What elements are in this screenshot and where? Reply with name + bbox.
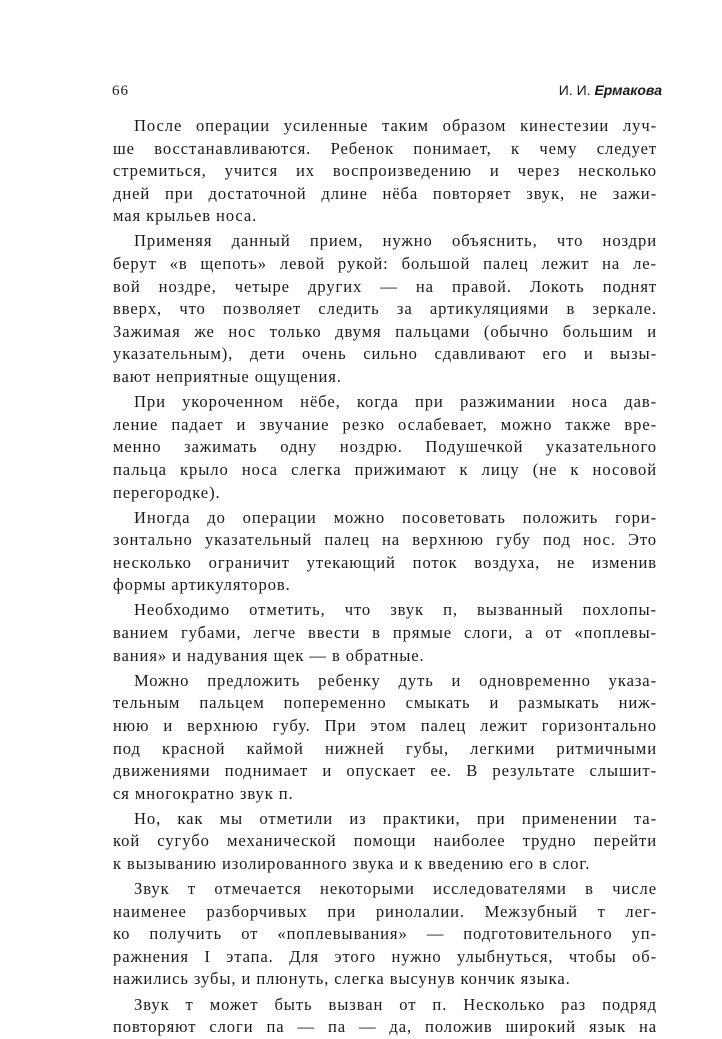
text-line: несколько ограничит утекающий поток воздуха, не изменив — [113, 552, 657, 572]
text-line: к вызыванию изолированного звука и к введению его в слог. — [113, 854, 591, 873]
text-line: зонтально указательный палец на верхнюю губу под нос. Это — [113, 530, 657, 550]
paragraph — [113, 507, 657, 597]
text-line: ся многократно звук п. — [113, 783, 294, 803]
text-line: указательным), дети очень сильно сдавливают его и вызы- — [113, 344, 657, 364]
text-line: нюю и верхнюю губу. При этом палец лежит горизонтально — [113, 715, 657, 735]
text-line: пальца крыло носа слегка прижимают к лицу (не к носовой — [113, 459, 657, 479]
text-line: Применяя данный прием, нужно объяснить, что ноздри — [134, 231, 657, 251]
text-line: вой ноздре, четыре других — на правой. Локоть поднят — [113, 276, 657, 296]
text-line: Звук т может быть вызван от п. Несколько раз подряд — [134, 994, 657, 1014]
text-line: ление падает и звучание резко ослабевает, можно также вре- — [113, 414, 657, 434]
text-line: При укороченном нёбе, когда при разжимании носа дав- — [134, 392, 657, 412]
text-line: вают неприятные ощущения. — [113, 367, 342, 387]
text-line: мая крыльев носа. — [113, 206, 258, 226]
paragraph — [113, 599, 657, 667]
text-line: Но, как мы отметили из практики, при применении та- — [134, 808, 657, 828]
text-line: дней при достаточной длине нёба повторяет звук, не зажи- — [113, 183, 657, 203]
paragraph — [113, 115, 657, 228]
text-line: Звук т отмечается некоторыми исследователями в числе — [134, 879, 657, 899]
text-line: вверх, что позволяет следить за артикуляциями в зеркале. — [113, 299, 657, 319]
text-line: Необходимо отметить, что звук п, вызванный похлопы- — [134, 600, 657, 620]
page-number: 66 — [112, 83, 129, 99]
text-line: ше восстанавливаются. Ребенок понимает, к чему следует — [113, 138, 657, 158]
text-line: кой сугубо механической помощи наиболее трудно перейти — [113, 831, 657, 851]
text-line: наименее разборчивых при ринолалии. Межзубный т лег- — [113, 901, 657, 921]
text-line: менно зажимать одну ноздрю. Подушечкой указательного — [113, 437, 657, 457]
text-line: перегородке). — [113, 482, 221, 502]
paragraph — [113, 994, 657, 1039]
paragraph — [113, 878, 657, 991]
author-surname: Ермакова — [594, 82, 662, 98]
text-line: повторяют слоги па — па — да, положив широкий язык на — [113, 1017, 657, 1037]
text-line: вания» и надувания щек — в обратные. — [113, 645, 425, 665]
text-line: ванием губами, легче ввести в прямые слоги, а от «поплевы- — [113, 623, 657, 643]
paragraph — [113, 230, 657, 388]
text-line: формы артикуляторов. — [113, 575, 291, 595]
body-text — [113, 115, 657, 1039]
text-line: После операции усиленные таким образом кинестезии луч- — [134, 116, 657, 135]
text-line: Зажимая же нос только двумя пальцами (обычно большим и — [113, 321, 657, 341]
text-line: стремиться, учится их воспроизведению и через несколько — [113, 161, 657, 181]
author-initials: И. И. — [558, 82, 595, 98]
text-line: тельным пальцем попеременно смыкать и размыкать ниж- — [113, 693, 657, 713]
paragraph — [113, 670, 657, 806]
paragraph — [113, 808, 657, 876]
text-line: ко получить от «поплевывания» — подготовительного уп- — [113, 924, 657, 944]
paragraph — [113, 391, 657, 504]
text-line: ражнения I этапа. Для этого нужно улыбнуться, чтобы об- — [113, 946, 657, 966]
running-head — [559, 82, 662, 98]
text-line: Иногда до операции можно посоветовать положить гори- — [134, 507, 657, 527]
text-line: под красной каймой нижней губы, легкими ритмичными — [113, 738, 657, 758]
text-line: нажились зубы, и плюнуть, слегка высунув кончик языка. — [113, 969, 571, 989]
text-line: движениями поднимает и опускает ее. В результате слышит- — [113, 761, 657, 781]
text-line: берут «в щепоть» левой рукой: большой палец лежит на ле- — [113, 254, 657, 274]
text-line: Можно предложить ребенку дуть и одновременно указа- — [134, 670, 657, 690]
